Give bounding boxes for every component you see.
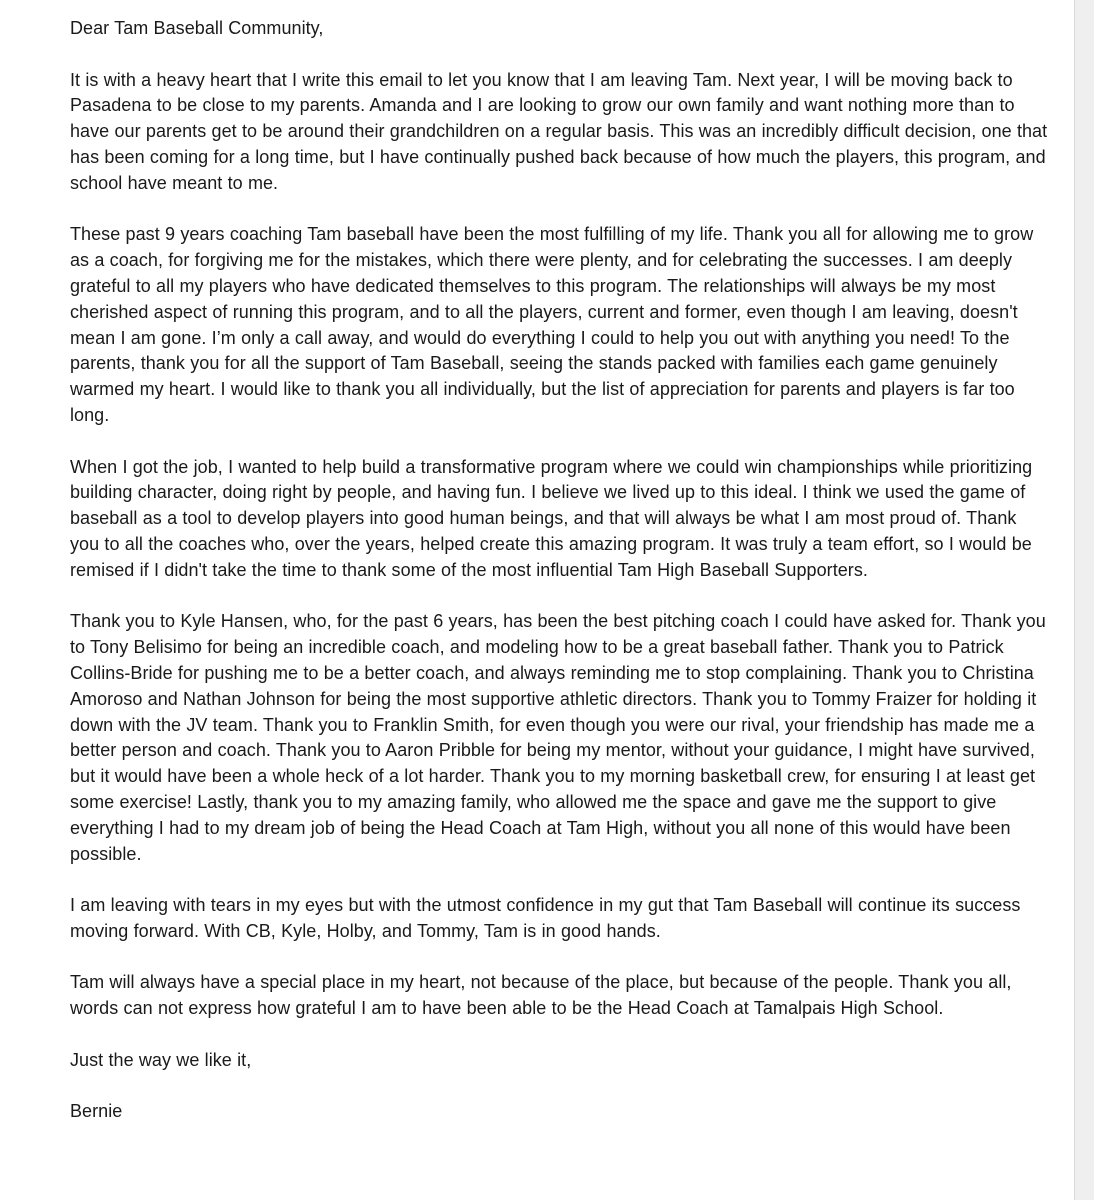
paragraph-farewell: Tam will always have a special place in my heart, not because of the place, but because of the people. Thank you all, words can not express how grateful I am to have been able to be the Head Coach at Tamalpais High School. xyxy=(70,972,1012,1019)
closing: Just the way we like it, xyxy=(70,1049,252,1070)
letter-body xyxy=(70,16,1048,1125)
paragraph-gratitude: These past 9 years coaching Tam baseball have been the most fulfilling of my life. Thank you all for allowing me to grow as a coach, for forgiving me for the mistakes, which there were plenty, and for celebrating the successes. I am deeply grateful to all my players who have dedicated themselves to this program. The relationships will always be my most cherished aspect of running this program, and to all the players, current and former, even though I am leaving, doesn't mean I am gone. I’m only a call away, and would do everything I could to help you out with anything you need! To the parents, thank you for all the support of Tam Baseball, seeing the stands packed with families each game genuinely warmed my heart. I would like to thank you all individually, but the list of appreciation for parents and players is far too long. xyxy=(70,224,1034,425)
scrollbar[interactable] xyxy=(1074,0,1094,1200)
paragraph-program-vision: When I got the job, I wanted to help build a transformative program where we could win championships while prioritizing building character, doing right by people, and having fun. I believe we lived up to this ideal. I think we used the game of baseball as a tool to develop players into good human beings, and that will always be what I am most proud of. Thank you to all the coaches who, over the years, helped create this amazing program. It was truly a team effort, so I would be remised if I didn't take the time to thank some of the most influential Tam High Baseball Supporters. xyxy=(70,456,1033,580)
paragraph-confidence: I am leaving with tears in my eyes but with the utmost confidence in my gut that Tam Baseball will continue its success moving forward. With CB, Kyle, Holby, and Tommy, Tam is in good hands. xyxy=(70,895,1021,941)
paragraph-announcement: It is with a heavy heart that I write this email to let you know that I am leaving Tam. Next year, I will be moving back to Pasadena to be close to my parents. Amanda and I are looking to grow our own family and want nothing more than to have our parents get to be around their grandchildren on a regular basis. This was an incredibly difficult decision, one that has been coming for a long time, but I have continually pushed back because of how much the players, this program, and school have meant to me. xyxy=(70,69,1048,193)
salutation: Dear Tam Baseball Community, xyxy=(70,18,324,38)
paragraph-thank-yous: Thank you to Kyle Hansen, who, for the past 6 years, has been the best pitching coach I could have asked for. Thank you to Tony Belisimo for being an incredible coach, and modeling how to be a great baseball father. Thank you to Patrick Collins-Bride for pushing me to be a better coach, and always reminding me to stop complaining. Thank you to Christina Amoroso and Nathan Johnson for being the most supportive athletic directors. Thank you to Tommy Fraizer for holding it down with the JV team. Thank you to Franklin Smith, for even though you were our rival, your friendship has made me a better person and coach. Thank you to Aaron Pribble for being my mentor, without your guidance, I might have survived, but it would have been a whole heck of a lot harder. Thank you to my morning basketball crew, for ensuring I at least get some exercise! Lastly, thank you to my amazing family, who allowed me the space and gave me the support to give everything I had to my dream job of being the Head Coach at Tam High, without you all none of this would have been possible. xyxy=(70,611,1046,864)
signature: Bernie xyxy=(70,1101,123,1122)
